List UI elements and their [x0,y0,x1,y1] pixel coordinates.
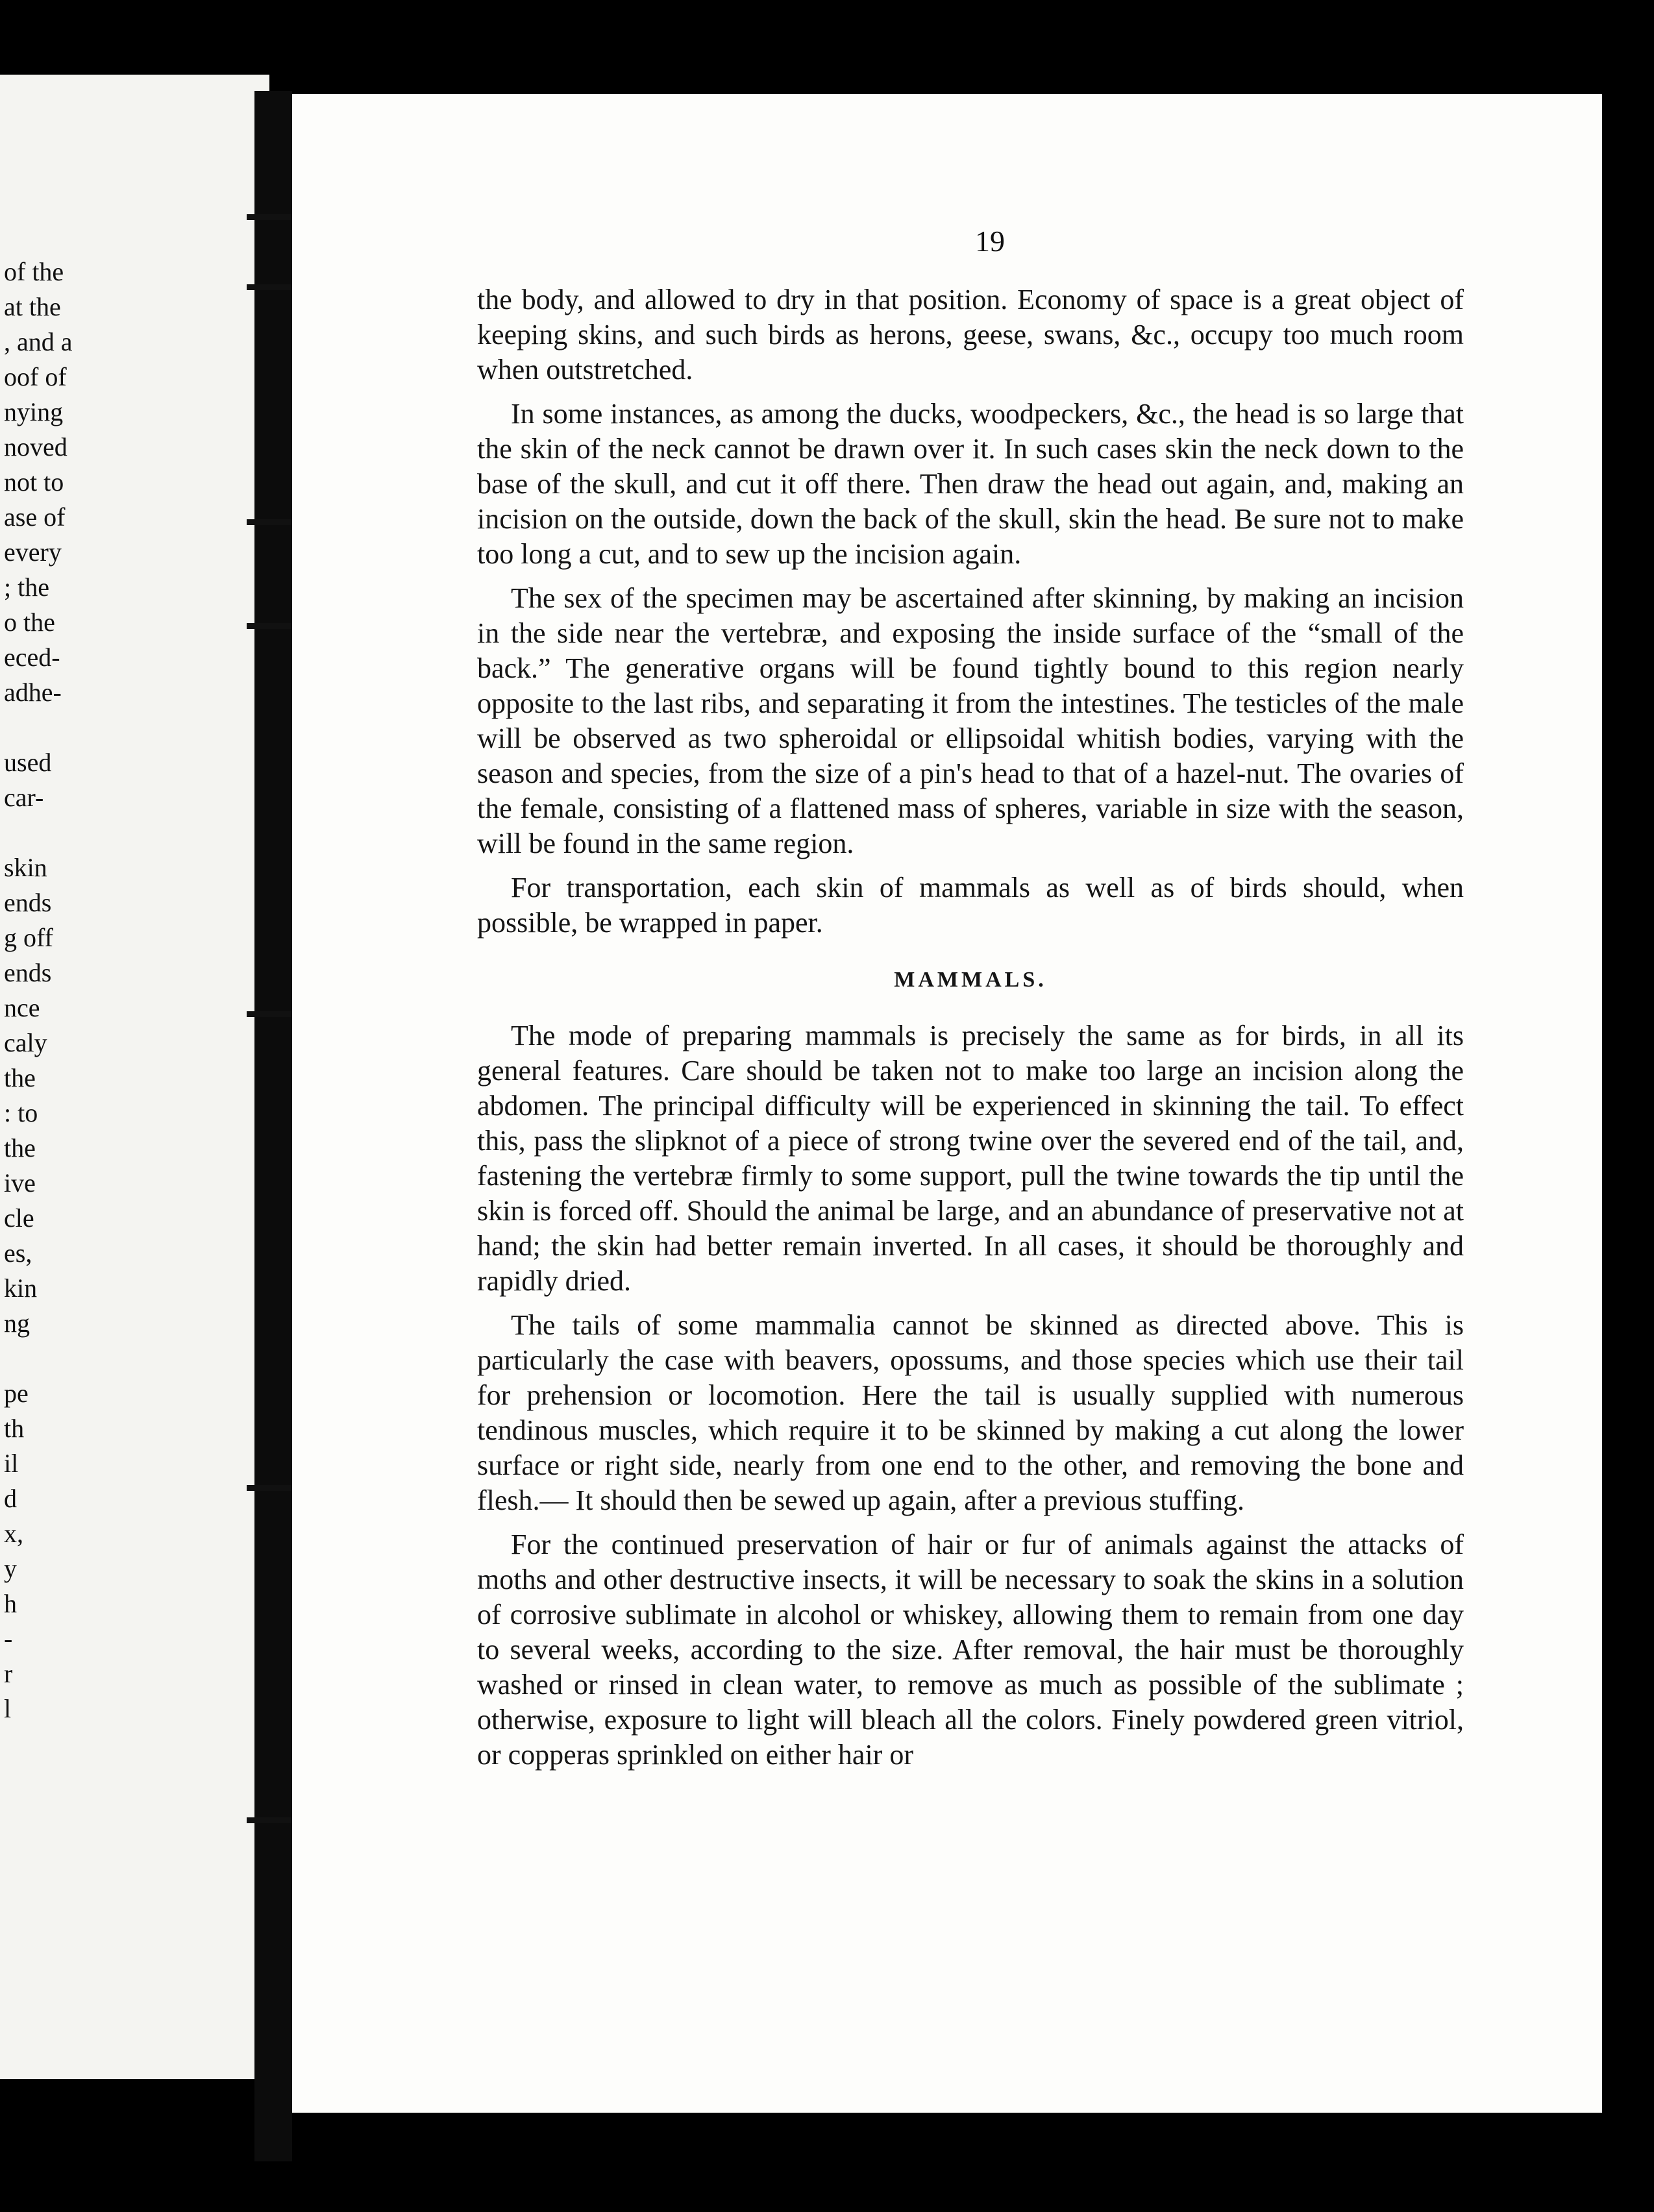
left-page-fragment: ends [4,958,52,987]
left-page-fragment: nce [4,993,40,1022]
left-page-fragment: at the [4,292,61,321]
paragraph: The tails of some mammalia cannot be skinned as directed above. This is particularly the case with beavers, opossums, and those species which use their tail for prehension or locomotion. Here the tail is usually supplied with numerous tendinous muscles, which require it to be skinned by making a cut along the lower surface or right side, nearly from one end to the other, and removing the bone and flesh.— It should then be sewed up again, after a previous stuffing. [477,1309,1464,1516]
left-page-fragment: ive [4,1168,36,1198]
left-page-fragment: x, [4,1519,23,1548]
left-page-fragment: ; the [4,572,49,602]
binding-gutter [254,91,292,2161]
left-page-fragment: o the [4,608,55,637]
left-page-fragment: every [4,537,62,567]
paragraph: In some instances, as among the ducks, woodpeckers, &c., the head is so large that the skin of the neck cannot be drawn over it. In such cases skin the neck down to the base of the skull, and cut it off there. Then draw the head out again, and, making an incision on the outside, down the back of the skull, skin the head. Be sure not to make too long a cut, and to sew up the incision again. [477,398,1464,570]
left-page-sliver [0,75,269,2079]
left-page-fragment: es, [4,1238,32,1268]
left-page-fragment: eced- [4,643,60,672]
left-page-fragment: ng [4,1309,30,1338]
page-number: 19 [975,225,1005,258]
left-page-fragment: g off [4,923,53,952]
paragraph: For the continued preservation of hair or fur of animals against the attacks of moths and other destructive insects, it will be necessary to soak the skins in a solution of corrosive sublimate in alcohol or whiskey, allowing them to remain from one day to several weeks, according to the size. After removal, the hair must be thoroughly washed or rinsed in clean water, to remove as much as possible of the sublimate ; otherwise, exposure to light will bleach all the colors. Finely powdered green vitriol, or copperas sprinkled on either hair or [477,1529,1464,1771]
section-heading: MAMMALS. [894,968,1047,992]
left-page-fragment: the [4,1133,36,1162]
left-page-fragment: , and a [4,327,73,356]
left-page-fragment: noved [4,432,68,461]
left-page-fragment: nying [4,397,64,426]
left-page-fragment: of the [4,257,64,286]
left-page-fragment: d [4,1484,17,1513]
page-body [477,282,1464,1782]
left-page-fragment: il [4,1449,19,1478]
left-page-fragment: l [4,1694,12,1723]
left-page-fragment: cle [4,1203,34,1233]
left-page-fragment: r [4,1659,13,1688]
left-page-fragment: car- [4,783,44,812]
left-page-fragment: - [4,1624,13,1653]
left-page-fragment: y [4,1554,17,1583]
left-page-fragment: kin [4,1273,38,1303]
left-page-fragment: caly [4,1028,47,1057]
left-page-fragment: pe [4,1379,29,1408]
paragraph: The sex of the specimen may be ascertained after skinning, by making an incision in the side near the vertebræ, and exposing the inside surface of the “small of the back.” The generative organs will be found tightly bound to this region nearly opposite to the last ribs, and separating it from the intestines. The testicles of the male will be observed as two spheroidal or ellipsoidal whitish bodies, varying with the season and species, from the size of a pin's head to that of a hazel-nut. The ovaries of the female, consisting of a flattened mass of spheres, variable in size with the season, will be found in the same region. [477,582,1464,859]
left-page-fragment: skin [4,853,47,882]
left-page-fragment: ends [4,888,52,917]
left-page-fragment: : to [4,1098,38,1127]
left-page-fragment: adhe- [4,678,62,707]
left-page-fragment: th [4,1414,25,1443]
left-page-fragment: the [4,1063,36,1092]
paragraph: the body, and allowed to dry in that position. Economy of space is a great object of keeping skins, and such birds as herons, geese, swans, &c., occupy too much room when outstretched. [477,284,1464,386]
book-page [292,94,1602,2113]
left-page-fragment: not to [4,467,64,497]
left-page-fragment: used [4,748,52,777]
left-page-fragment: h [4,1589,17,1618]
left-page-fragment: oof of [4,362,67,391]
paragraph: For transportation, each skin of mammals as well as of birds should, when possible, be wrapped in paper. [477,872,1464,939]
left-page-fragment: ase of [4,502,66,532]
paragraph: The mode of preparing mammals is precisely the same as for birds, in all its general features. Care should be taken not to make too large an incision along the abdomen. The principal difficulty will be experienced in skinning the tail. To effect this, pass the slipknot of a piece of strong twine over the severed end of the tail, and, fastening the vertebræ firmly to some support, pull the twine towards the tip until the skin is forced off. Should the animal be large, and an abundance of preservative not at hand; the skin had better remain inverted. In all cases, it should be thoroughly and rapidly dried. [477,1020,1464,1297]
